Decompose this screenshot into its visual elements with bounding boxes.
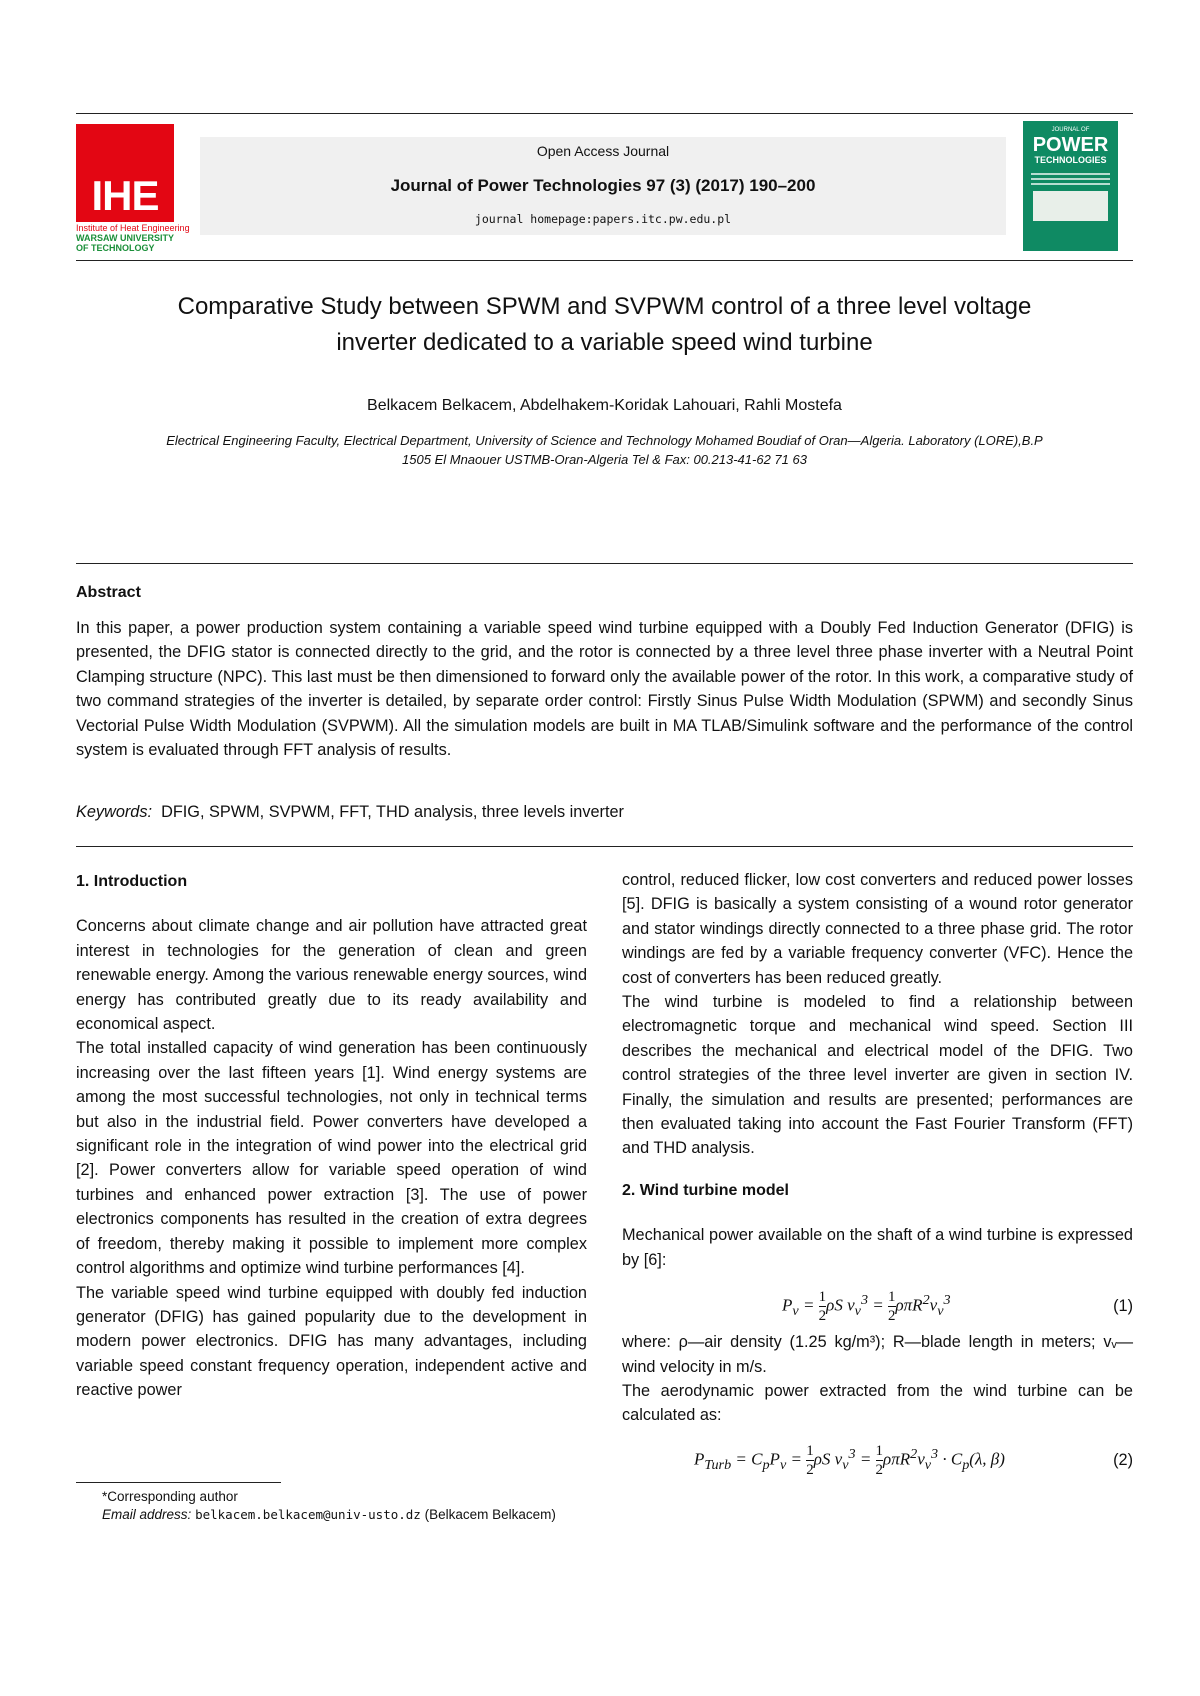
abstract-heading: Abstract bbox=[76, 584, 141, 601]
cover-subtitle: TECHNOLOGIES bbox=[1034, 155, 1107, 165]
footnote bbox=[76, 1488, 587, 1524]
intro-heading: 1. Introduction bbox=[76, 873, 188, 890]
ihe-logo-sub: Institute of Heat Engineering bbox=[76, 223, 190, 233]
variable-definitions: where: ρ—air density (1.25 kg/m³); R—blade length in meters; vᵥ— wind velocity in m/s. bbox=[622, 1333, 1133, 1376]
section-2-heading: 2. Wind turbine model bbox=[622, 1181, 789, 1199]
authors: Belkacem Belkacem, Abdelhakem-Koridak Lahouari, Rahli Mostefa bbox=[367, 397, 842, 414]
equation-1: $P_v$ = $\frac{1}{2}$ ρS $v_v^3$ = $\frac{1}{2}$ $\rho\pi R^2v_v^3$ (1) bbox=[782, 1289, 1133, 1325]
cover-title: POWER bbox=[1032, 134, 1109, 156]
keywords: Keywords: DFIG, SPWM, SVPWM, FFT, THD analysis, three levels inverter bbox=[76, 803, 624, 821]
corresponding-author: *Corresponding author bbox=[102, 1489, 238, 1504]
intro-paragraph-3-cont: control, reduced flicker, low cost converters and reduced power losses [5]. DFIG is basically a system consisting of a wound rotor generator and stator windings directly connected to a three phase grid. The rotor windings are fed by a variable frequency converter (VFC). Hence the cost of converters has been reduced greatly. bbox=[622, 871, 1133, 987]
intro-paragraph-4: The wind turbine is modeled to find a relationship between electromagnetic torque and mechanical wind speed. Section III describes the mechanical and electrical model of the DFIG. Two control strategies of the three level inverter are given in section IV. Finally, the simulation and results are presented; performances are then evaluated taking into account the Fast Fourier Transform (FFT) and THD analysis. bbox=[622, 993, 1133, 1158]
journal-cover-thumbnail bbox=[1023, 121, 1118, 251]
abstract-text: In this paper, a power production system containing a variable speed wind turbine equipped with a Doubly Fed Induction Generator (DFIG) is presented, the DFIG stator is connected directly to the grid, and the rotor is connected by a three level three phase inverter with a Neutral Point Clamping structure (NPC). This last must be then dimensioned to forward only the available power of the rotor. In this work, a comparative study of two command strategies of the inverter is detailed, by separate order control: Firstly Sinus Pulse Width Modulation (SPWM) and secondly Sinus Vectorial Pulse Width Modulation (SVPWM). All the simulation models are built in MA TLAB/Simulink software and the performance of the control system is evaluated through FFT analysis of results. bbox=[76, 619, 1133, 760]
top-rule bbox=[76, 113, 1133, 114]
affiliation: Electrical Engineering Faculty, Electrical Department, University of Science and Technology Mohamed Boudiaf of Oran—Algeria. Laboratory (LORE),B.P 1505 El Mnaouer USTMB-Oran-Algeria Tel & Fax: 00.213-41-62 71 63 bbox=[166, 433, 1043, 467]
ihe-logo-technology: OF TECHNOLOGY bbox=[76, 243, 155, 253]
ihe-logo-university: WARSAW UNIVERSITY bbox=[76, 233, 175, 243]
email-address[interactable]: belkacem.belkacem@univ-usto.dz bbox=[195, 1507, 421, 1522]
journal-homepage[interactable]: journal homepage:papers.itc.pw.edu.pl bbox=[474, 212, 732, 226]
footnote-rule bbox=[76, 1482, 281, 1483]
section-2-paragraph-1: Mechanical power available on the shaft of a wind turbine is expressed by [6]: bbox=[622, 1226, 1133, 1269]
email-owner: (Belkacem Belkacem) bbox=[424, 1507, 556, 1522]
cover-top-text: JOURNAL OF bbox=[1051, 127, 1090, 133]
journal-citation: Journal of Power Technologies 97 (3) (2017) 190–200 bbox=[390, 176, 816, 195]
equation-2-number: (2) bbox=[1113, 1450, 1133, 1469]
header-bottom-rule bbox=[76, 260, 1133, 261]
equation-1-number: (1) bbox=[1113, 1297, 1133, 1316]
paper-title: Comparative Study between SPWM and SVPWM control of a three level voltage inverter dedicated to a variable speed wind turbine bbox=[177, 293, 1032, 356]
open-access-label: Open Access Journal bbox=[536, 143, 670, 159]
left-column bbox=[76, 870, 587, 1403]
section-2-paragraph-2: The aerodynamic power extracted from the wind turbine can be calculated as: bbox=[622, 1381, 1133, 1425]
intro-paragraph-1: Concerns about climate change and air pollution have attracted great interest in technologies for the generation of clean and green renewable energy. Among the various renewable energy sources, wind energy has contributed greatly due to its ready availability and economical aspect. bbox=[76, 917, 587, 1034]
intro-paragraph-3: The variable speed wind turbine equipped with doubly fed induction generator (DFIG) has gained popularity due to the development in modern power electronics. DFIG has many advantages, including variable speed constant frequency operation, independent active and reactive power bbox=[76, 1283, 587, 1400]
equation-2: $P_{Turb} = C_pP_v$ = $\frac{1}{2}$ ρS $v_v^3$ = $\frac{1}{2}$ $\rho\pi R^2v_v^3 \cdot C_p(\lambda$, β) (2) bbox=[694, 1442, 1133, 1478]
abstract-top-rule bbox=[76, 563, 1133, 564]
ihe-logo-text: IHE bbox=[91, 172, 159, 219]
email-label: Email address: bbox=[102, 1507, 192, 1522]
intro-paragraph-2: The total installed capacity of wind generation has been continuously increasing over the last fifteen years [1]. Wind energy systems are among the most successful technologies, not only in technical terms but also in the industrial field. Power converters have developed a significant role in the integration of wind power into the electrical grid [2]. Power converters allow for variable speed operation of wind turbines and enhanced power extraction [3]. The use of power electronics components has resulted in the creation of extra degrees of freedom, thereby making it possible to implement more complex control algorithms and optimize wind turbine performances [4]. bbox=[76, 1039, 587, 1278]
abstract-bottom-rule bbox=[76, 846, 1133, 847]
right-column bbox=[622, 868, 1133, 1484]
ihe-logo bbox=[76, 124, 190, 258]
journal-header bbox=[200, 137, 1006, 235]
